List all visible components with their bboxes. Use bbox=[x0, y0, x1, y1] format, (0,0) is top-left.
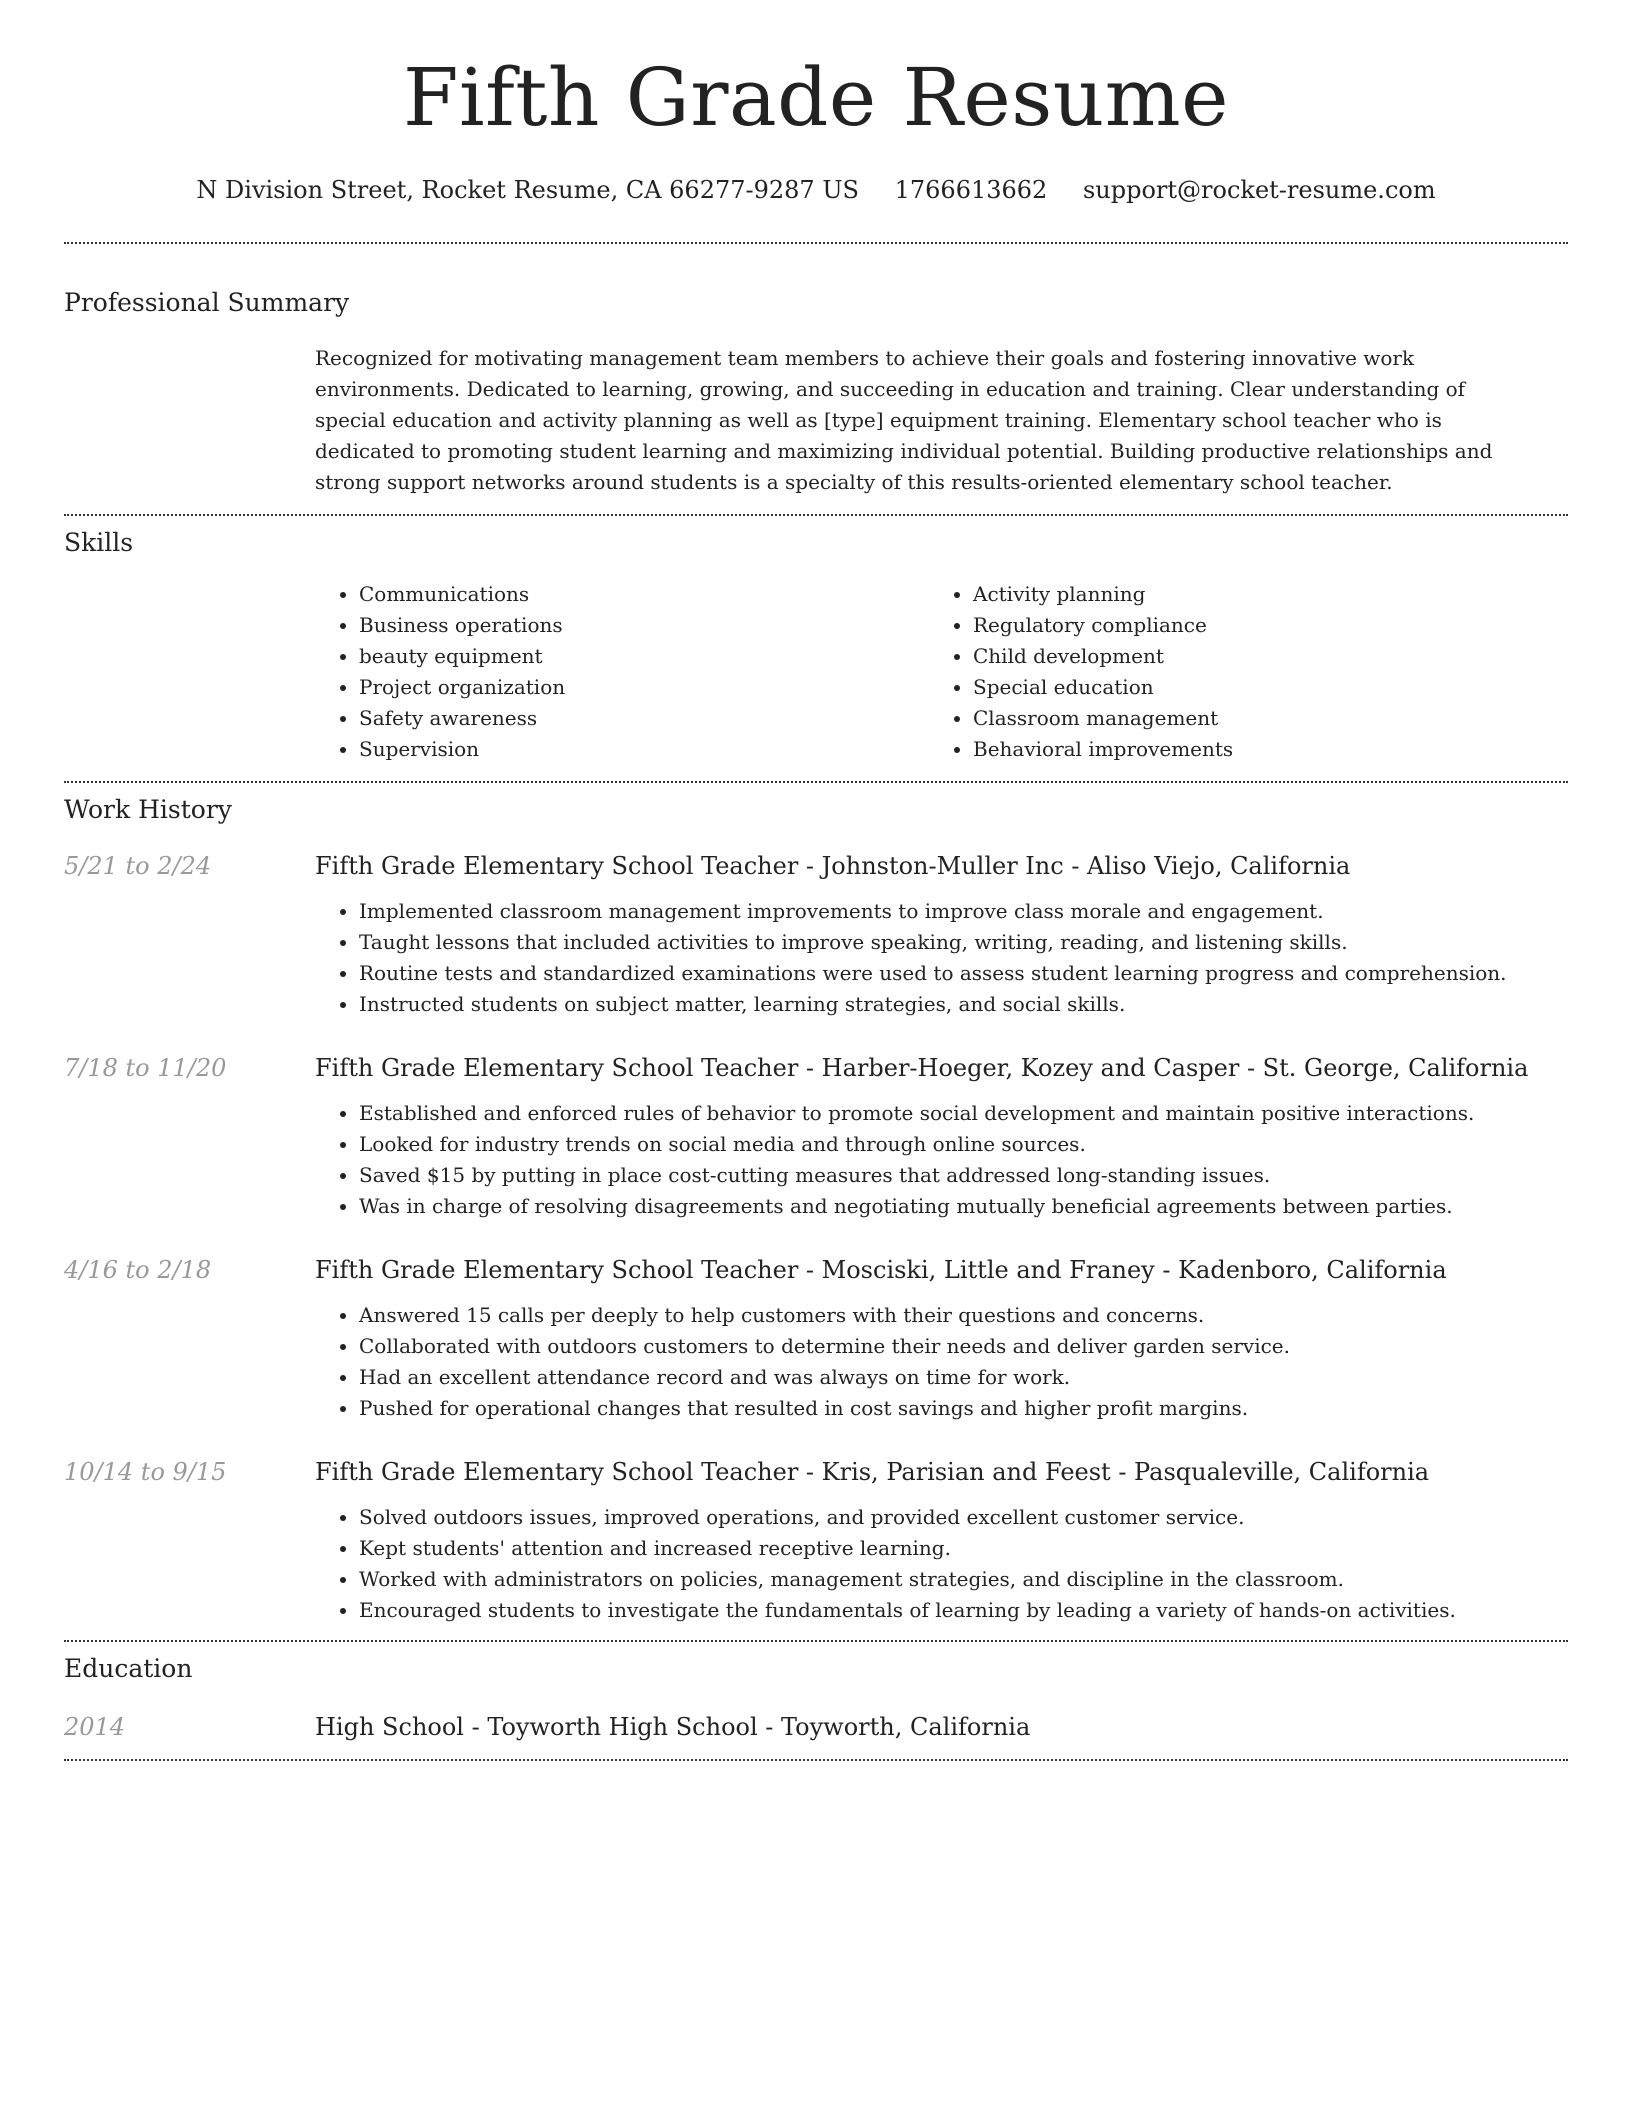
section-title-skills: Skills bbox=[64, 528, 134, 557]
job-bullets bbox=[315, 1300, 1568, 1424]
job-bullets bbox=[315, 1502, 1568, 1626]
skill-item: • Business operations bbox=[359, 610, 929, 641]
divider bbox=[64, 1759, 1568, 1761]
phone: 1766613662 bbox=[894, 176, 1048, 204]
education-entry bbox=[64, 1711, 1568, 1743]
section-title-education: Education bbox=[64, 1654, 193, 1683]
work-history bbox=[64, 850, 1568, 1626]
summary-text: Recognized for motivating management team members to achieve their goals and fostering innovative work environments. Dedicated to learning, growing, and succeeding in education and training. Clear understanding of special education and activity planning as well as [type] equipment training. Elementary school teacher who is dedicated to promoting student learning and maximizing individual potential. Building productive relationships and strong support networks around students is a specialty of this results-oriented elementary school teacher. bbox=[315, 346, 1493, 494]
job-bullet: • Kept students' attention and increased receptive learning. bbox=[359, 1533, 1568, 1564]
skill-item: • Child development bbox=[973, 641, 1543, 672]
job-bullet: • Established and enforced rules of behavior to promote social development and maintain positive interactions. bbox=[359, 1098, 1568, 1129]
job-bullet: • Taught lessons that included activities to improve speaking, writing, reading, and listening skills. bbox=[359, 927, 1568, 958]
divider bbox=[64, 1640, 1568, 1642]
job-title: Fifth Grade Elementary School Teacher - Harber-Hoeger, Kozey and Casper - St. George, California bbox=[315, 1054, 1529, 1082]
section-title-work: Work History bbox=[64, 795, 232, 824]
job-dates: 5/21 to 2/24 bbox=[64, 852, 212, 880]
address: N Division Street, Rocket Resume, CA 66277-9287 US bbox=[196, 176, 859, 204]
skill-item: • Regulatory compliance bbox=[973, 610, 1543, 641]
resume-title: Fifth Grade Resume bbox=[403, 51, 1229, 144]
skill-item: • beauty equipment bbox=[359, 641, 929, 672]
divider bbox=[64, 242, 1568, 244]
skill-item: • Behavioral improvements bbox=[973, 734, 1543, 765]
job-bullet: • Solved outdoors issues, improved operations, and provided excellent customer service. bbox=[359, 1502, 1568, 1533]
job-bullet: • Answered 15 calls per deeply to help customers with their questions and concerns. bbox=[359, 1300, 1568, 1331]
job-title: Fifth Grade Elementary School Teacher - Johnston-Muller Inc - Aliso Viejo, California bbox=[315, 852, 1351, 880]
job-bullet: • Instructed students on subject matter, learning strategies, and social skills. bbox=[359, 989, 1568, 1020]
email: support@rocket-resume.com bbox=[1082, 176, 1436, 204]
job-bullet: • Worked with administrators on policies, management strategies, and discipline in the classroom. bbox=[359, 1564, 1568, 1595]
skills-list bbox=[315, 579, 1568, 765]
education-title: High School - Toyworth High School - Toyworth, California bbox=[315, 1713, 1031, 1741]
job-bullets bbox=[315, 896, 1568, 1020]
skill-item: • Classroom management bbox=[973, 703, 1543, 734]
job-entry bbox=[64, 1052, 1568, 1222]
section-title-summary: Professional Summary bbox=[64, 288, 350, 317]
skill-item: • Activity planning bbox=[973, 579, 1543, 610]
job-bullet: • Implemented classroom management improvements to improve class morale and engagement. bbox=[359, 896, 1568, 927]
job-bullet: • Looked for industry trends on social media and through online sources. bbox=[359, 1129, 1568, 1160]
education-date: 2014 bbox=[64, 1713, 126, 1741]
job-entry bbox=[64, 1456, 1568, 1626]
job-bullet: • Encouraged students to investigate the fundamentals of learning by leading a variety of hands-on activities. bbox=[359, 1595, 1568, 1626]
divider bbox=[64, 514, 1568, 516]
job-bullet: • Had an excellent attendance record and was always on time for work. bbox=[359, 1362, 1568, 1393]
job-dates: 7/18 to 11/20 bbox=[64, 1054, 227, 1082]
job-entry bbox=[64, 850, 1568, 1020]
job-title: Fifth Grade Elementary School Teacher - Mosciski, Little and Franey - Kadenboro, California bbox=[315, 1256, 1447, 1284]
job-bullet: • Pushed for operational changes that resulted in cost savings and higher profit margins. bbox=[359, 1393, 1568, 1424]
job-title: Fifth Grade Elementary School Teacher - Kris, Parisian and Feest - Pasqualeville, California bbox=[315, 1458, 1430, 1486]
job-dates: 4/16 to 2/18 bbox=[64, 1256, 212, 1284]
skill-item: • Special education bbox=[973, 672, 1543, 703]
job-dates: 10/14 to 9/15 bbox=[64, 1458, 227, 1486]
contact-line bbox=[64, 176, 1568, 204]
skills-column-left bbox=[315, 579, 929, 765]
skill-item: • Supervision bbox=[359, 734, 929, 765]
job-bullet: • Routine tests and standardized examinations were used to assess student learning progress and comprehension. bbox=[359, 958, 1568, 989]
job-entry bbox=[64, 1254, 1568, 1424]
skill-item: • Safety awareness bbox=[359, 703, 929, 734]
job-bullet: • Was in charge of resolving disagreements and negotiating mutually beneficial agreements between parties. bbox=[359, 1191, 1568, 1222]
job-bullets bbox=[315, 1098, 1568, 1222]
divider bbox=[64, 781, 1568, 783]
job-bullet: • Saved $15 by putting in place cost-cutting measures that addressed long-standing issues. bbox=[359, 1160, 1568, 1191]
skill-item: • Project organization bbox=[359, 672, 929, 703]
skill-item: • Communications bbox=[359, 579, 929, 610]
job-bullet: • Collaborated with outdoors customers to determine their needs and deliver garden service. bbox=[359, 1331, 1568, 1362]
resume-page bbox=[64, 0, 1568, 1761]
skills-column-right bbox=[929, 579, 1543, 765]
